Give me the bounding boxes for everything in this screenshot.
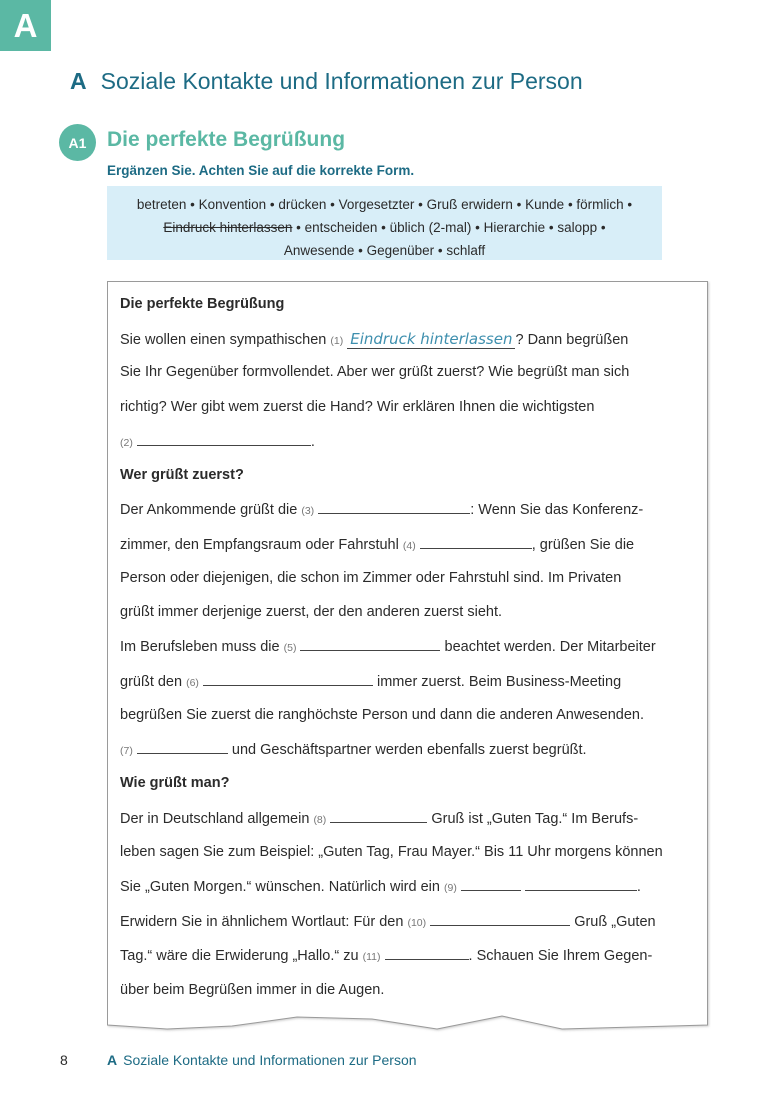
chapter-title-text: Soziale Kontakte und Informationen zur Person bbox=[100, 68, 583, 94]
text-segment: . bbox=[310, 434, 315, 450]
text-segment: Der Ankommende grüßt die bbox=[120, 502, 302, 518]
text-segment: Tag.“ wäre die Erwiderung „Hallo.“ zu bbox=[120, 948, 363, 964]
gap-number-10: (10) bbox=[407, 917, 427, 929]
article-line-9 bbox=[120, 638, 656, 655]
exercise-instruction: Ergänzen Sie. Achten Sie auf die korrekte Form. bbox=[107, 163, 415, 178]
article-line-7: Person oder diejenigen, die schon im Zimmer oder Fahrstuhl sind. Im Privaten bbox=[120, 570, 622, 586]
article-line-10 bbox=[120, 673, 621, 690]
article-line-16 bbox=[120, 913, 656, 930]
article-line-6 bbox=[120, 536, 634, 553]
gap-3-blank[interactable] bbox=[318, 501, 470, 514]
gap-number-6: (6) bbox=[186, 677, 199, 689]
text-segment: : Wenn Sie das Konferenz- bbox=[470, 502, 644, 518]
chapter-letter: A bbox=[70, 68, 87, 94]
gap-11-blank[interactable] bbox=[385, 947, 469, 960]
article-line-8: grüßt immer derjenige zuerst, der den anderen zuerst sieht. bbox=[120, 604, 503, 620]
chapter-title bbox=[70, 68, 583, 95]
article-heading-2: Wer grüßt zuerst? bbox=[120, 467, 244, 483]
article-line-3: richtig? Wer gibt wem zuerst die Hand? Wir erklären Ihnen die wichtigsten bbox=[120, 399, 595, 415]
exercise-badge: A1 bbox=[59, 124, 96, 161]
article-line-13 bbox=[120, 810, 638, 827]
article-line-17 bbox=[120, 947, 652, 964]
text-segment: Erwidern Sie in ähnlichem Wortlaut: Für den bbox=[120, 914, 408, 930]
page-number: 8 bbox=[60, 1052, 68, 1068]
gap-7-blank[interactable] bbox=[137, 741, 228, 754]
text-segment: Im Berufsleben muss die bbox=[120, 639, 284, 655]
article-line-1 bbox=[120, 330, 628, 348]
text-segment: grüßt den bbox=[120, 674, 187, 690]
gap-9b-blank[interactable] bbox=[525, 878, 637, 891]
text-segment: . Schauen Sie Ihrem Gegen- bbox=[468, 948, 653, 964]
text-segment: Sie wollen einen sympathischen bbox=[120, 332, 331, 348]
gap-number-11: (11) bbox=[362, 951, 381, 963]
gap-9a-blank[interactable] bbox=[461, 878, 521, 891]
article-heading-1: Die perfekte Begrüßung bbox=[120, 296, 285, 312]
gap-2-blank[interactable] bbox=[137, 433, 311, 446]
exercise-title: Die perfekte Begrüßung bbox=[107, 128, 346, 151]
word-bank-line-3: Anwesende • Gegenüber • schlaff bbox=[283, 243, 486, 258]
word-bank-line-1: betreten • Konvention • drücken • Vorgesetzter • Gruß erwidern • Kunde • förmlich • bbox=[136, 197, 633, 212]
text-segment: immer zuerst. Beim Business-Meeting bbox=[372, 674, 622, 690]
gap-number-9: (9) bbox=[443, 882, 457, 894]
text-segment: Der in Deutschland allgemein bbox=[120, 811, 314, 827]
footer-chapter-title bbox=[107, 1052, 417, 1068]
article-line-11: begrüßen Sie zuerst die ranghöchste Person und dann die anderen Anwesenden. bbox=[120, 707, 644, 723]
text-segment: beachtet werden. Der Mitarbeiter bbox=[440, 639, 656, 655]
article-line-14: leben sagen Sie zum Beispiel: „Guten Tag, Frau Mayer.“ Bis 11 Uhr morgens können bbox=[120, 844, 663, 860]
gap-number-5: (5) bbox=[283, 642, 297, 654]
word-bank bbox=[107, 186, 662, 260]
gap-4-blank[interactable] bbox=[420, 536, 532, 549]
text-segment: Gruß „Guten bbox=[570, 914, 656, 930]
gap-number-1: (1) bbox=[330, 335, 344, 347]
article-line-15 bbox=[120, 878, 641, 895]
text-segment: und Geschäftspartner werden ebenfalls zuerst begrüßt. bbox=[227, 742, 587, 758]
article-line-2: Sie Ihr Gegenüber formvollendet. Aber wer grüßt zuerst? Wie begrüßt man sich bbox=[120, 364, 630, 380]
footer-title-text: Soziale Kontakte und Informationen zur Person bbox=[123, 1052, 417, 1068]
text-segment: , grüßen Sie die bbox=[531, 537, 635, 553]
article-line-4 bbox=[120, 433, 315, 450]
gap-number-4: (4) bbox=[402, 540, 416, 552]
chapter-corner-tab: A bbox=[0, 0, 51, 51]
article-line-12 bbox=[120, 741, 587, 758]
gap-number-3: (3) bbox=[301, 505, 315, 517]
text-segment: . bbox=[636, 879, 641, 895]
word-bank-line-2-rest: • entscheiden • üblich (2-mal) • Hierarchie • salopp • bbox=[292, 220, 606, 235]
text-segment: Gruß ist „Guten Tag.“ Im Berufs- bbox=[427, 811, 639, 827]
gap-10-blank[interactable] bbox=[430, 913, 570, 926]
article-line-18: über beim Begrüßen immer in die Augen. bbox=[120, 982, 385, 998]
word-bank-used-word: Eindruck hinterlassen bbox=[163, 220, 293, 235]
word-bank-line-2 bbox=[107, 216, 662, 239]
article-line-5 bbox=[120, 501, 643, 518]
gap-number-2: (2) bbox=[120, 437, 133, 449]
text-segment: ? Dann begrüßen bbox=[515, 332, 629, 348]
gap-8-blank[interactable] bbox=[330, 810, 427, 823]
text-segment: zimmer, den Empfangsraum oder Fahrstuhl bbox=[120, 537, 403, 553]
footer-letter: A bbox=[107, 1052, 118, 1068]
text-segment: Sie „Guten Morgen.“ wünschen. Natürlich wird ein bbox=[120, 879, 444, 895]
gap-number-8: (8) bbox=[313, 814, 327, 826]
gap-6-blank[interactable] bbox=[203, 673, 373, 686]
gap-1-answer[interactable]: Eindruck hinterlassen bbox=[347, 330, 515, 349]
article-heading-3: Wie grüßt man? bbox=[120, 775, 230, 791]
gap-5-blank[interactable] bbox=[300, 638, 440, 651]
gap-number-7: (7) bbox=[120, 745, 133, 757]
